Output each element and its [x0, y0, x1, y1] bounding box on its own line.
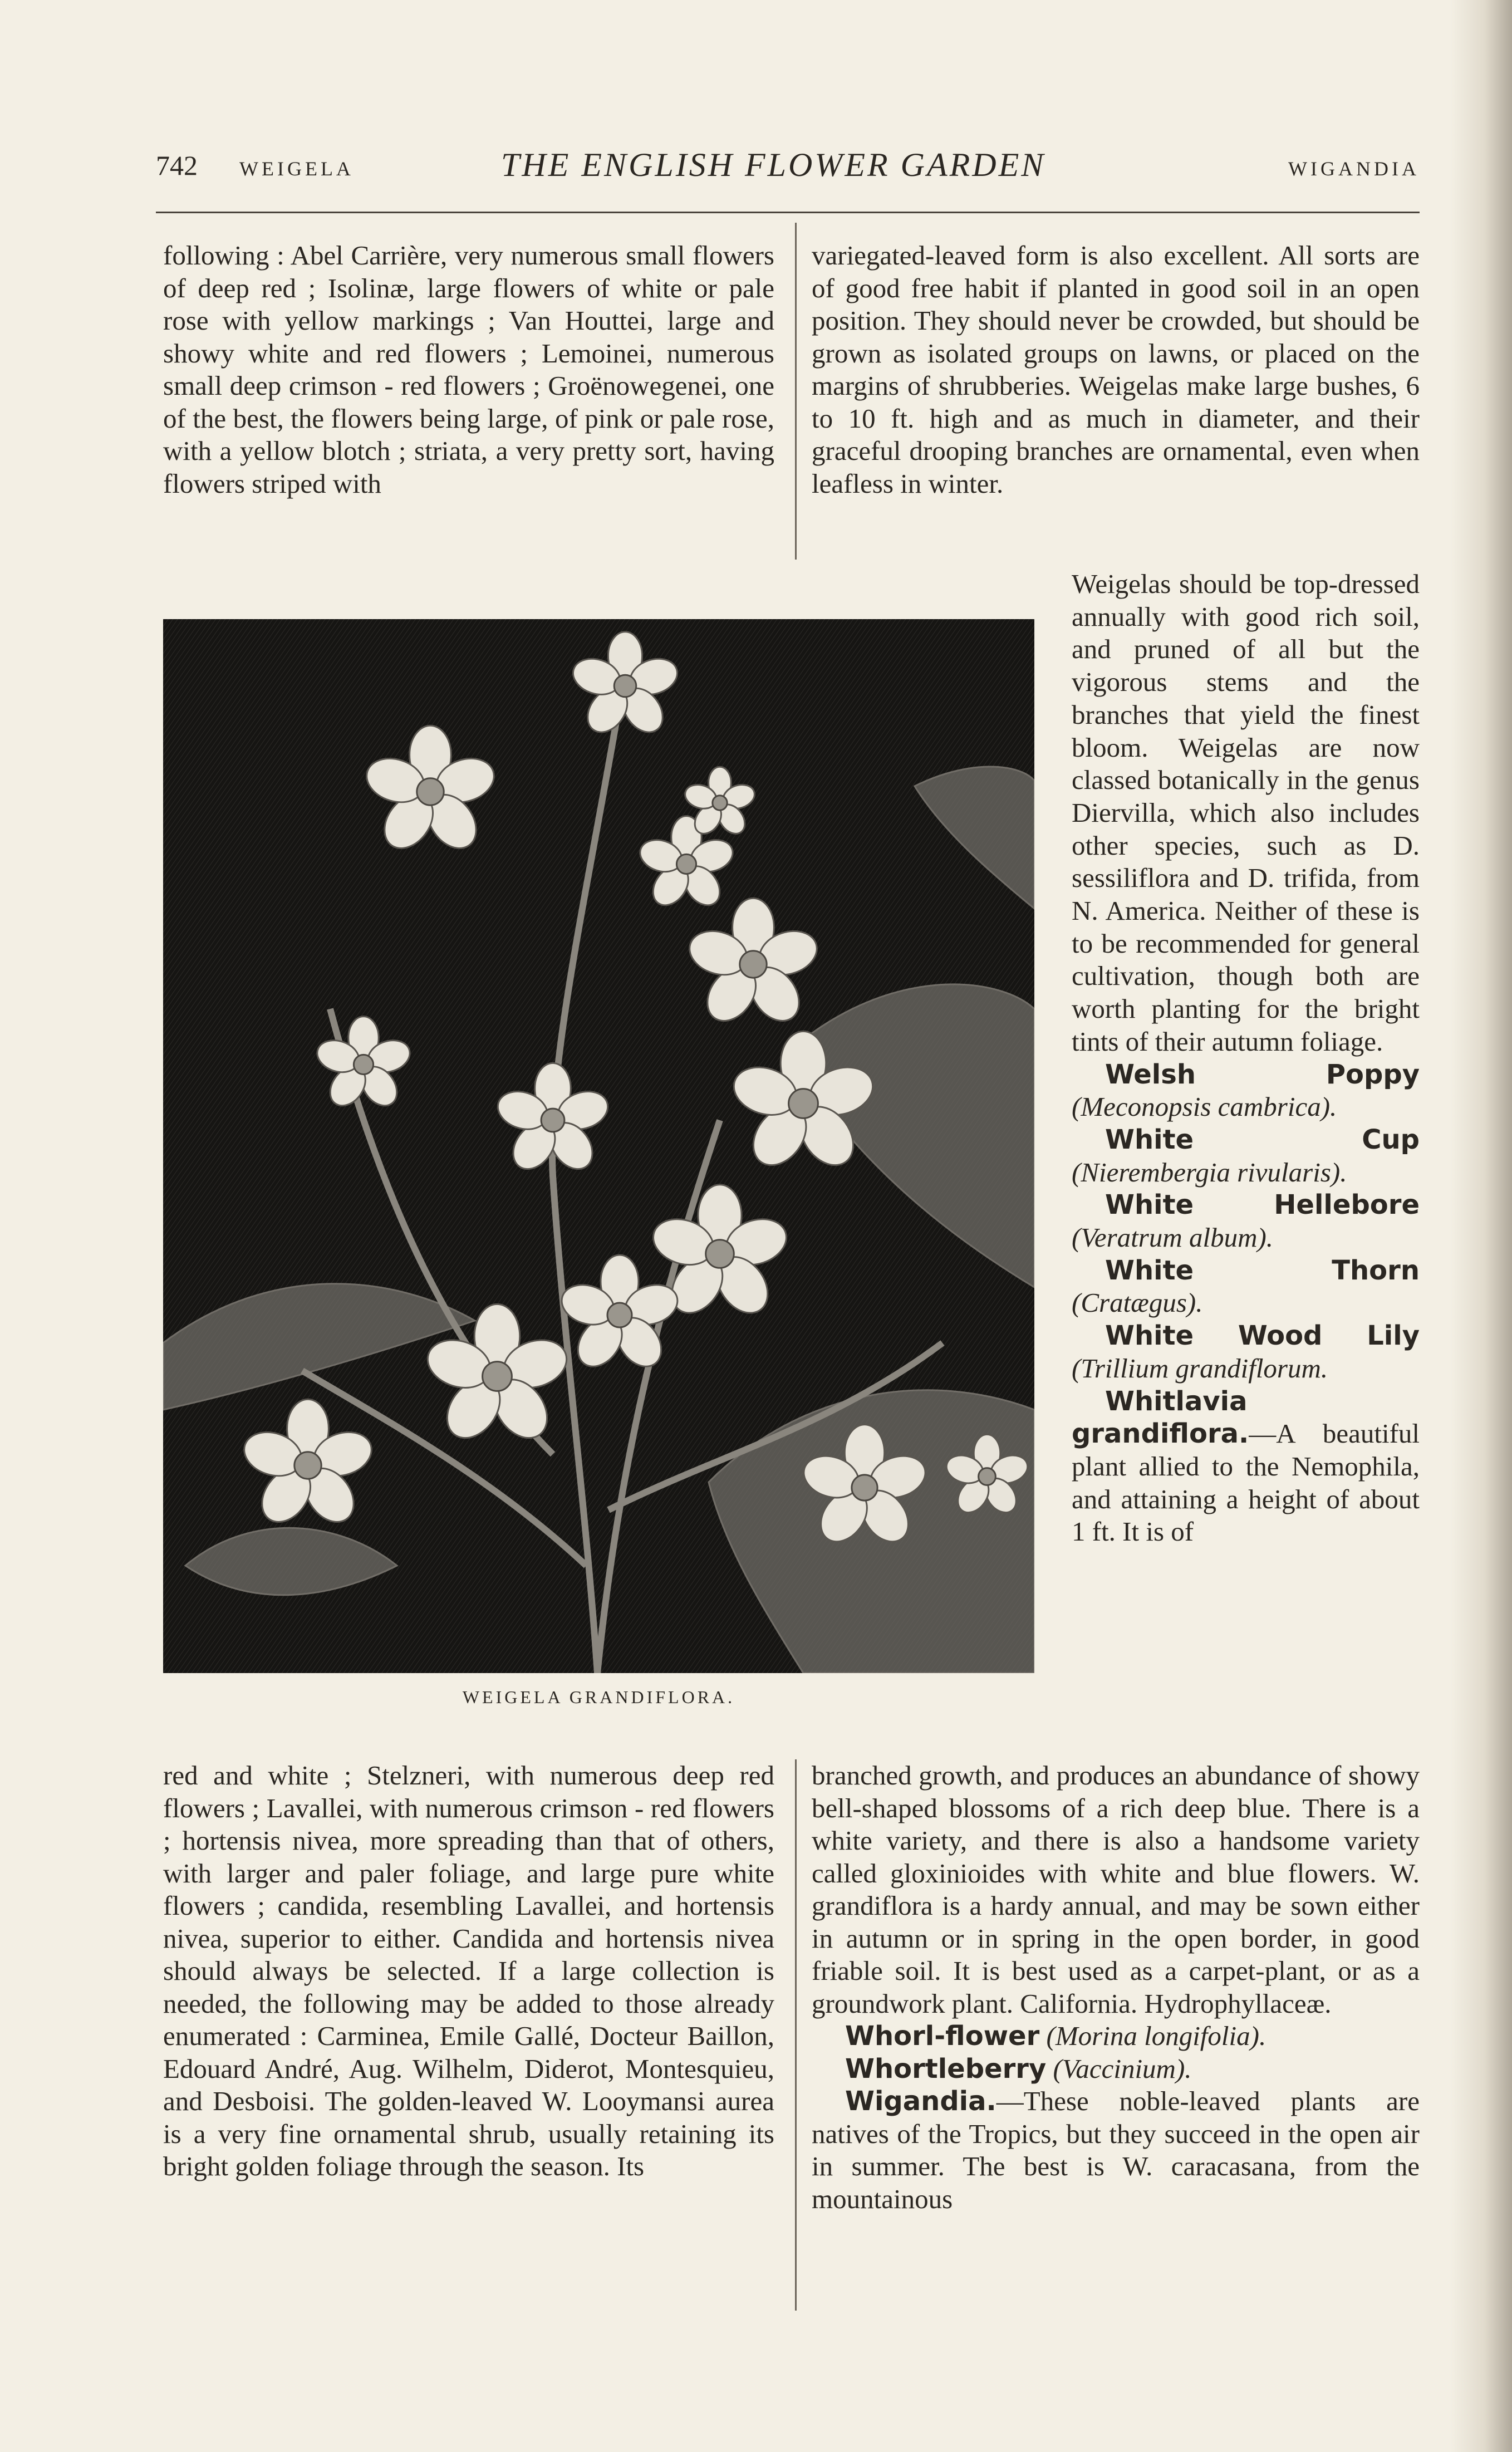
entry-white-hellebore — [1072, 1189, 1420, 1254]
entry-name: Welsh Poppy — [1105, 1058, 1420, 1090]
weigela-engraving — [163, 619, 1034, 1673]
flower-centre — [417, 778, 444, 805]
weigela-illustration — [163, 619, 1034, 1673]
flower-centre — [354, 1055, 373, 1074]
paragraph: Weigelas should be top-dressed annually with good rich soil, and pruned of all but the vigorous stems and the branches that yield the finest bloom. Weigelas are now classed botanically in the genus Diervilla, which also includes other species, such as D. sessiliflora and D. trifida, from N. America. Neither of these is to be recommended for general cultivation, though both are worth planting for the bright tints of their autumn foliage. — [1072, 568, 1420, 1057]
flower-centre — [706, 1240, 734, 1268]
flower-centre — [483, 1362, 512, 1391]
entry-white-wood-lily — [1072, 1320, 1420, 1385]
entry-reference: (Trillium grandiflorum. — [1072, 1352, 1328, 1384]
paragraph: red and white ; Stelzneri, with numerous deep red flowers ; Lavallei, with numerous crimson - red flowers ; hortensis nivea, more spreading than that of others, with larger and paler foliage, and large pure white flowers ; candida, resembling Lavallei, and hortensis nivea, superior to either. Candida and hortensis nivea should always be selected. If a large collection is needed, the following may be added to those already enumerated : Carminea, Emile Gallé, Docteur Baillon, Edouard André, Aug. Wilhelm, Diderot, Montesquieu, and Desboisi. The golden-leaved W. Looymansi aurea is a very fine ornamental shrub, usually retaining its bright golden foliage through the season. Its — [163, 1760, 774, 2181]
entry-name: Whitlavia grandiflora. — [1072, 1385, 1249, 1450]
narrow-column-text — [1072, 568, 1420, 1548]
running-header — [156, 146, 1420, 199]
entry-white-cup — [1072, 1124, 1420, 1189]
flower-centre — [541, 1109, 564, 1132]
header-rule — [156, 212, 1420, 213]
flower-centre — [607, 1303, 632, 1327]
flower-centre — [713, 796, 727, 810]
entry-name: White Thorn — [1105, 1254, 1420, 1286]
column-divider-bottom — [795, 1759, 797, 2311]
flower-centre — [614, 675, 636, 697]
paragraph: following : Abel Carrière, very numerous small flowers of deep red ; Isolinæ, large flowers of white or pale rose with yellow markings ; Van Houttei, large and showy white and red flowers ; Lemoinei, numerous small deep crimson - red flowers ; Groënowegenei, one of the best, the flowers being large, of pink or pale rose, with a yellow blotch ; striata, a very pretty sort, having flowers striped with — [163, 240, 774, 499]
flower-centre — [676, 854, 696, 874]
entry-reference: (Vaccinium). — [1053, 2053, 1192, 2084]
column-divider-top — [795, 223, 797, 560]
column-1-top-text — [163, 239, 774, 500]
entry-name: Whorl-flower — [845, 2021, 1040, 2052]
flower-centre — [740, 951, 767, 978]
entry-welsh-poppy — [1072, 1058, 1420, 1124]
entry-name: Wigandia. — [845, 2086, 996, 2117]
entry-whorl-flower — [812, 2020, 1420, 2053]
entry-reference: (Cratægus). — [1072, 1287, 1203, 1318]
column-2-top-text — [812, 239, 1420, 500]
entry-whitlavia — [1072, 1385, 1420, 1549]
book-title: THE ENGLISH FLOWER GARDEN — [501, 146, 1046, 183]
entry-reference: (Meconopsis cambrica). — [1072, 1091, 1337, 1122]
entry-text: —These noble-leaved plants are natives of the Tropics, but they succeed in the open air in summer. The best is W. caracasana, from the mountainous — [812, 2086, 1420, 2214]
column-1-bottom-text — [163, 1759, 774, 2183]
column-2-bottom-text — [812, 1759, 1420, 2215]
entry-name: White Hellebore — [1105, 1189, 1420, 1221]
flower-centre — [852, 1475, 877, 1500]
page-edge-shadow — [1451, 0, 1512, 2452]
entry-reference: (Nierembergia rivularis). — [1072, 1156, 1347, 1188]
right-running-head: WIGANDIA — [1288, 158, 1420, 180]
entry-reference: (Veratrum album). — [1072, 1222, 1274, 1253]
entry-whortleberry — [812, 2053, 1420, 2086]
paragraph: branched growth, and produces an abundance of showy bell-shaped blossoms of a rich deep blue. There is a white variety, and there is also a handsome variety called gloxinioides with white and blue flowers. W. grandiflora is a hardy annual, and may be sown either in autumn or in spring in the open border, in good friable soil. It is best used as a carpet-plant, or as a groundwork plant. California. Hydrophyllaceæ. — [812, 1760, 1420, 2019]
entry-text: —A beautiful plant allied to the Nemophila, and attaining a height of about 1 ft. It is of — [1072, 1418, 1420, 1547]
entry-name: White Cup — [1105, 1124, 1420, 1155]
entry-wigandia — [812, 2085, 1420, 2215]
flower-centre — [979, 1468, 996, 1485]
entry-name: Whortleberry — [845, 2053, 1047, 2085]
figure-caption: WEIGELA GRANDIFLORA. — [462, 1687, 735, 1707]
entry-name: White Wood Lily — [1105, 1320, 1420, 1352]
flower-centre — [789, 1089, 818, 1119]
paragraph: variegated-leaved form is also excellent. All sorts are of good free habit if planted in good soil in an open position. They should never be crowded, but should be grown as isolated groups on lawns, or placed on the margins of shrubberies. Weigelas make large bushes, 6 to 10 ft. high and as much in diameter, and their graceful drooping branches are ornamental, even when leafless in winter. — [812, 240, 1420, 499]
entry-white-thorn — [1072, 1254, 1420, 1320]
entry-reference: (Morina longifolia). — [1046, 2021, 1266, 2051]
flower-centre — [294, 1452, 321, 1479]
left-running-head: WEIGELA — [239, 158, 354, 180]
page-number: 742 — [156, 150, 198, 181]
